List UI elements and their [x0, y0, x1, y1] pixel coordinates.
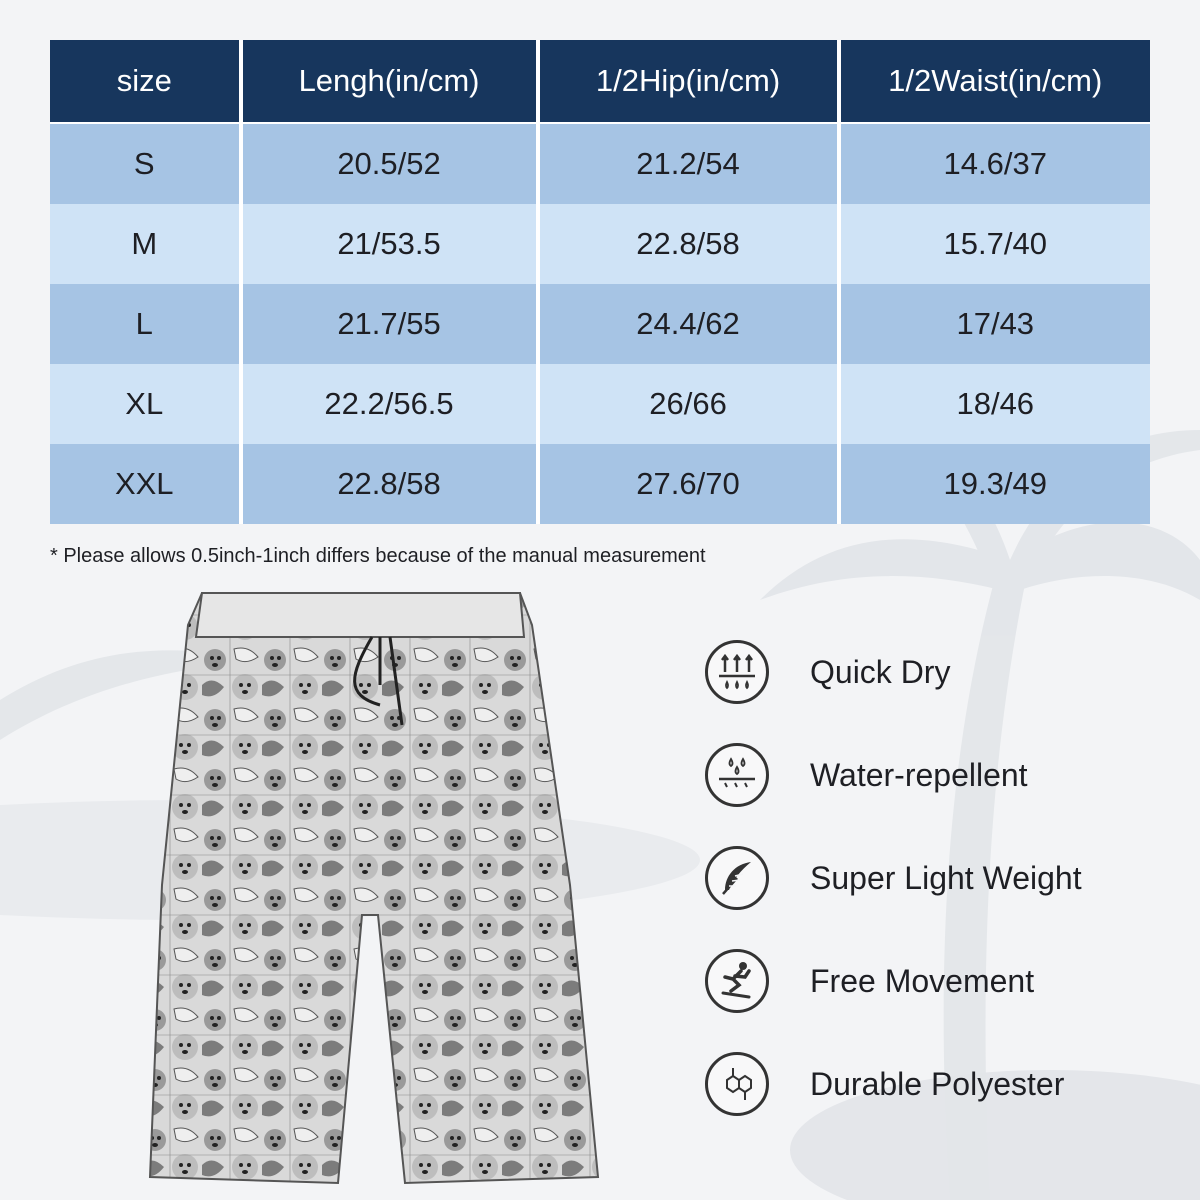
quick-dry-icon: [705, 640, 769, 704]
feature-label: Free Movement: [810, 963, 1035, 999]
cell-size: S: [50, 124, 243, 204]
skateboarder-icon: [705, 949, 769, 1013]
table-row: [50, 444, 1150, 524]
feature-free-movement: [705, 949, 1175, 1052]
cell-length: 21/53.5: [243, 204, 540, 284]
measurement-note: * Please allows 0.5inch-1inch differs because of the manual measurement: [50, 545, 706, 567]
cell-waist: 14.6/37: [841, 124, 1150, 204]
header-half-waist: 1/2Waist(in/cm): [841, 40, 1150, 124]
cell-hip: 27.6/70: [540, 444, 841, 524]
cell-length: 20.5/52: [243, 124, 540, 204]
feather-icon: [705, 846, 769, 910]
cell-waist: 15.7/40: [841, 204, 1150, 284]
cell-length: 22.8/58: [243, 444, 540, 524]
header-length: Lengh(in/cm): [243, 40, 540, 124]
size-chart-table: [50, 40, 1150, 524]
table-row: [50, 124, 1150, 204]
cell-waist: 18/46: [841, 364, 1150, 444]
table-row: [50, 284, 1150, 364]
molecule-icon: [705, 1052, 769, 1116]
cell-length: 22.2/56.5: [243, 364, 540, 444]
cell-hip: 22.8/58: [540, 204, 841, 284]
feature-water-repellent: [705, 743, 1175, 846]
cell-hip: 24.4/62: [540, 284, 841, 364]
table-row: [50, 364, 1150, 444]
cell-waist: 17/43: [841, 284, 1150, 364]
feature-label: Quick Dry: [810, 654, 951, 690]
cell-size: XXL: [50, 444, 243, 524]
feature-super-light-weight: [705, 846, 1175, 949]
feature-quick-dry: [705, 640, 1175, 743]
cell-hip: 26/66: [540, 364, 841, 444]
cell-size: M: [50, 204, 243, 284]
feature-durable-polyester: [705, 1052, 1175, 1155]
cell-hip: 21.2/54: [540, 124, 841, 204]
feature-label: Durable Polyester: [810, 1066, 1065, 1102]
feature-label: Super Light Weight: [810, 860, 1082, 896]
cell-size: XL: [50, 364, 243, 444]
cell-waist: 19.3/49: [841, 444, 1150, 524]
water-drops-icon: [705, 743, 769, 807]
cell-length: 21.7/55: [243, 284, 540, 364]
table-header-row: [50, 40, 1150, 124]
features-list: [705, 640, 1175, 1155]
table-row: [50, 204, 1150, 284]
feature-label: Water-repellent: [810, 757, 1028, 793]
header-size: size: [50, 40, 243, 124]
cell-size: L: [50, 284, 243, 364]
board-shorts-image: [140, 585, 620, 1195]
header-half-hip: 1/2Hip(in/cm): [540, 40, 841, 124]
